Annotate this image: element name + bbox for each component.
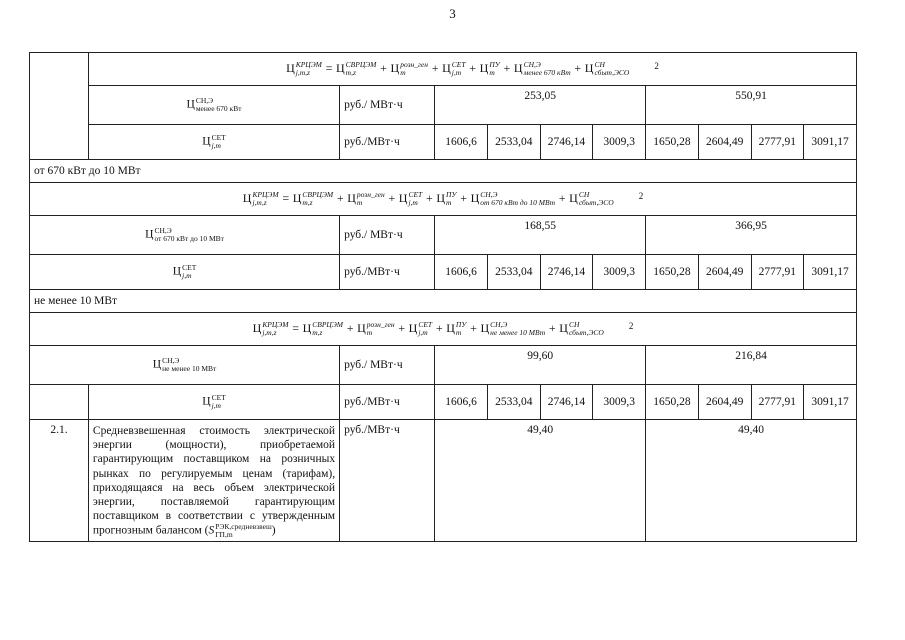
section-heading-2: от 670 кВт до 10 МВт (30, 160, 857, 183)
unit-cell: руб./ МВт·ч (340, 86, 435, 125)
item-number: 2.1. (30, 420, 89, 542)
row-2-1-unit: руб./МВт·ч (340, 420, 435, 542)
sn-value-left-1: 253,05 (435, 86, 646, 125)
set-label-1: Ц СЕТ j,m (88, 125, 339, 160)
sn-row-2 (30, 216, 857, 255)
set-row-3 (30, 385, 857, 420)
value-cell: 2533,04 (487, 255, 540, 290)
formula-3: Ц КРЦЭМ j,m,z = Ц СВРЦЭМ m,z + Ц розн_ген m + Ц СЕТ j,m + Ц ПУ m + Ц СН,Э не менее 10 МВт + Ц СН сбыт,ЭСО $^2$ (30, 313, 857, 346)
value-cell: 2746,14 (540, 125, 593, 160)
value-cell: 2777,91 (751, 125, 804, 160)
unit-cell: руб./МВт·ч (340, 385, 435, 420)
value-cell: 1606,6 (435, 125, 488, 160)
formula-row-2 (30, 183, 857, 216)
number-cell-blank (30, 53, 89, 160)
value-cell: 1606,6 (435, 385, 488, 420)
value-cell: 3009,3 (593, 125, 646, 160)
value-cell: 2604,49 (698, 125, 751, 160)
unit-cell: руб./МВт·ч (340, 255, 435, 290)
set-row-1 (30, 125, 857, 160)
row-2-1-value-right: 49,40 (646, 420, 857, 542)
value-cell: 2777,91 (751, 385, 804, 420)
set-label-3: Ц СЕТ j,m (88, 385, 339, 420)
unit-cell: руб./МВт·ч (340, 125, 435, 160)
row-2-1 (30, 420, 857, 542)
value-cell: 1606,6 (435, 255, 488, 290)
sn-row-1 (30, 86, 857, 125)
formula-row-1 (30, 53, 857, 86)
value-cell: 1650,28 (646, 255, 699, 290)
tariff-table (29, 52, 857, 542)
value-cell: 1650,28 (646, 385, 699, 420)
section-heading-3: не менее 10 МВт (30, 290, 857, 313)
value-cell: 3009,3 (593, 255, 646, 290)
value-cell: 3091,17 (804, 385, 857, 420)
row-2-1-value-left: 49,40 (435, 420, 646, 542)
formula-1: Ц КРЦЭМ j,m,z = Ц СВРЦЭМ m,z + Ц розн_ген m + Ц СЕТ j,m + Ц ПУ m + Ц СН,Э менее 670 кВт + Ц СН сбыт,ЭСО $^2$ (88, 53, 856, 86)
value-cell: 3091,17 (804, 125, 857, 160)
sn-label-2: Ц СН,Э от 670 кВт до 10 МВт (30, 216, 340, 255)
value-cell: 2604,49 (698, 385, 751, 420)
value-cell: 2746,14 (540, 255, 593, 290)
value-cell: 1650,28 (646, 125, 699, 160)
formula-2: Ц КРЦЭМ j,m,z = Ц СВРЦЭМ m,z + Ц розн_ген m + Ц СЕТ j,m + Ц ПУ m + Ц СН,Э от 670 кВт до 10 МВт + Ц СН сбыт,ЭСО $^2$ (30, 183, 857, 216)
value-cell: 3091,17 (804, 255, 857, 290)
value-cell: 2533,04 (487, 125, 540, 160)
sn-value-right-2: 366,95 (646, 216, 857, 255)
sn-value-right-3: 216,84 (646, 346, 857, 385)
unit-cell: руб./ МВт·ч (340, 346, 435, 385)
value-cell: 2777,91 (751, 255, 804, 290)
number-cell-blank (30, 385, 89, 420)
sn-value-left-2: 168,55 (435, 216, 646, 255)
set-row-2 (30, 255, 857, 290)
value-cell: 2533,04 (487, 385, 540, 420)
value-cell: 2604,49 (698, 255, 751, 290)
row-2-1-description: Средневзвешенная стоимость электрической энергии (мощности), приобретаемой гарантирующим поставщиком на розничных рынках по регулируемым ценам (тарифам), приходящаяся на весь объем электрической энергии, поставляемой гарантирующим поставщиком в соответствии с утвержденным прогнозным балансом (S РЭК,средневзвеш ГП,m ) (88, 420, 339, 542)
subhead-row-3 (30, 290, 857, 313)
sn-value-left-3: 99,60 (435, 346, 646, 385)
value-cell: 3009,3 (593, 385, 646, 420)
page-number: 3 (449, 6, 456, 21)
formula-row-3 (30, 313, 857, 346)
value-cell: 2746,14 (540, 385, 593, 420)
set-label-2: Ц СЕТ j,m (30, 255, 340, 290)
sn-row-3 (30, 346, 857, 385)
sn-label-3: Ц СН,Э не менее 10 МВт (30, 346, 340, 385)
sn-label-1: Ц СН,Э менее 670 кВт (88, 86, 339, 125)
subhead-row-2 (30, 160, 857, 183)
unit-cell: руб./ МВт·ч (340, 216, 435, 255)
sn-value-right-1: 550,91 (646, 86, 857, 125)
